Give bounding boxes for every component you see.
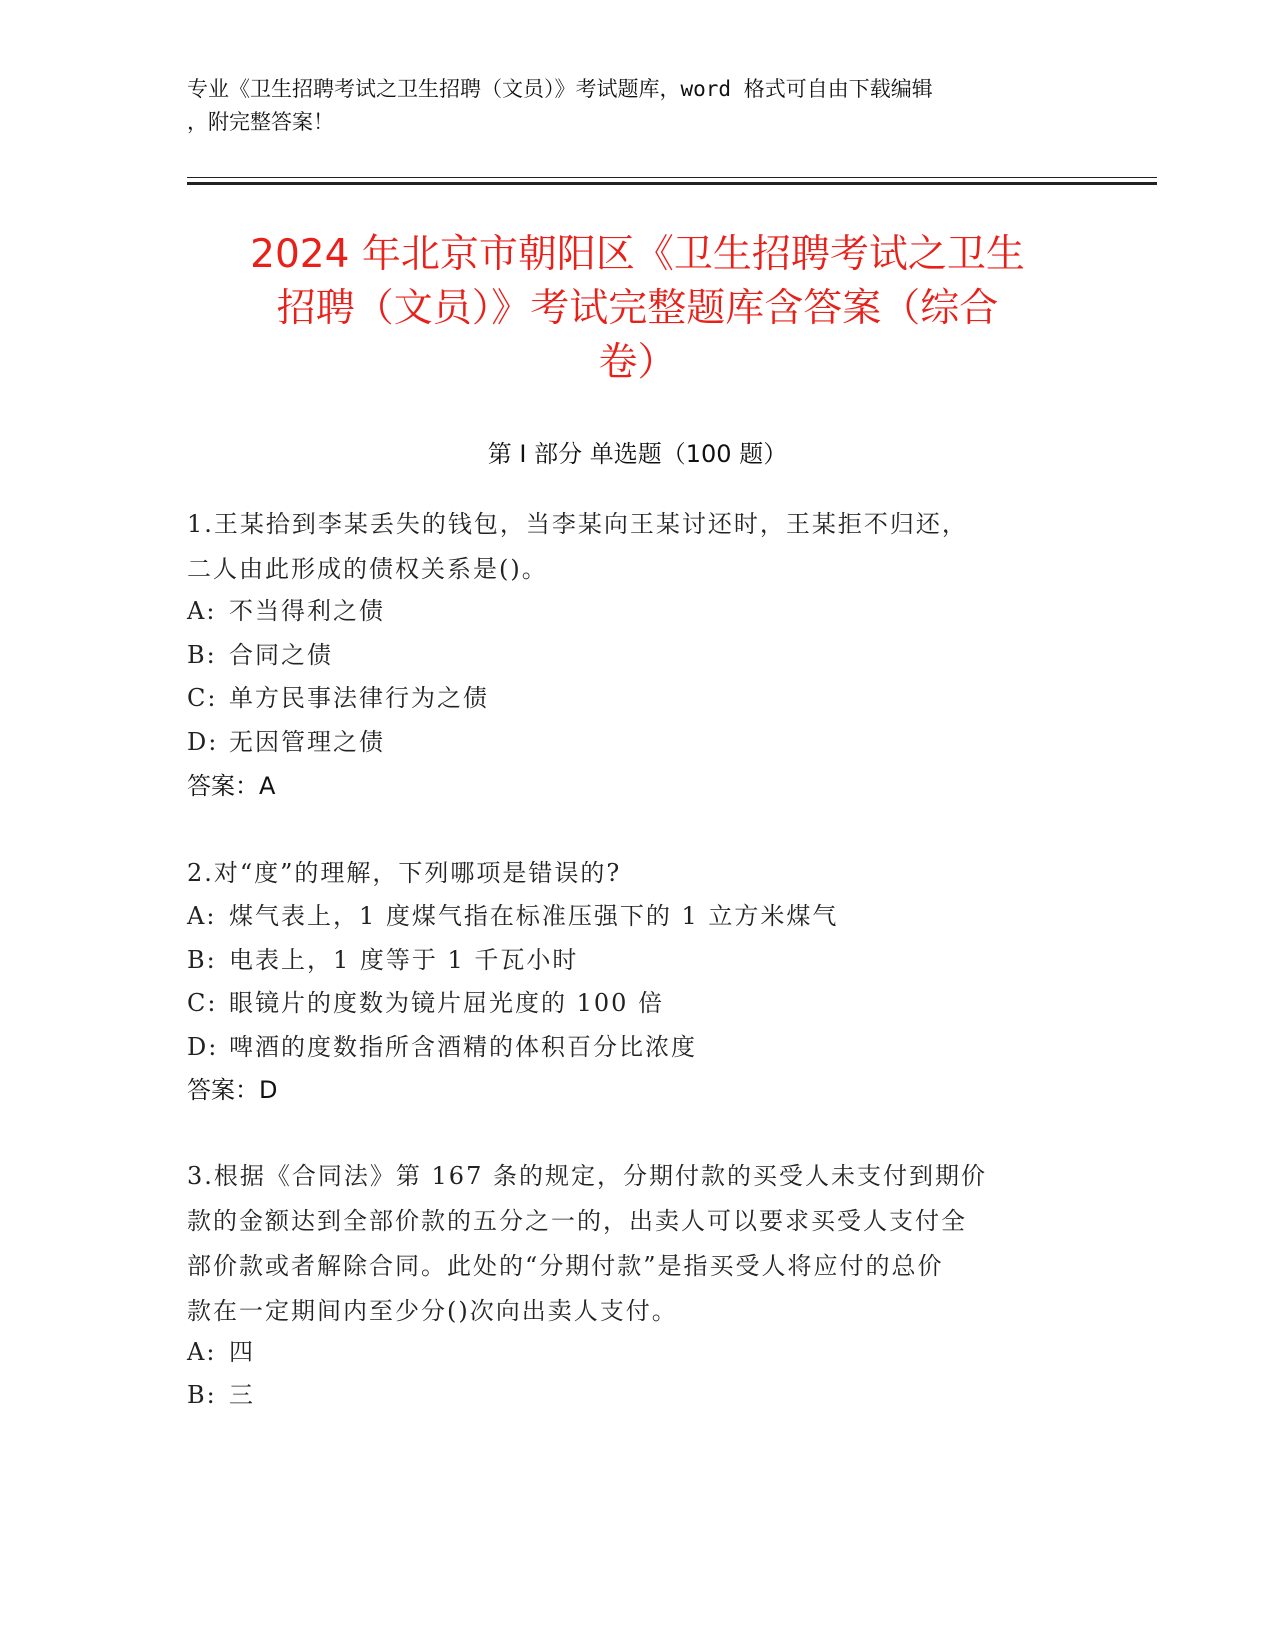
question-1-option-d: [187, 720, 1067, 765]
option-letter: A:: [187, 902, 217, 930]
question-1-option-b: [187, 633, 1067, 678]
question-1-stem-line-1: 1.王某拾到李某丢失的钱包，当李某向王某讨还时，王某拒不归还，: [187, 510, 968, 538]
question-2-answer: 答案：D: [187, 1076, 278, 1104]
question-2-option-b: [187, 938, 1067, 983]
option-text: 三: [229, 1381, 255, 1409]
option-letter: D:: [187, 728, 219, 756]
question-1-stem-line-2: 二人由此形成的债权关系是()。: [187, 555, 548, 583]
option-text: 眼镜片的度数为镜片屈光度的 100 倍: [229, 989, 665, 1017]
option-text: 无因管理之债: [229, 728, 385, 756]
question-1-option-c: [187, 676, 1067, 721]
header-note: [187, 73, 1087, 139]
option-text: 合同之债: [229, 641, 333, 669]
option-text: 四: [229, 1338, 255, 1366]
document-title-line-2: 招聘（文员）》考试完整题库含答案（综合: [276, 286, 999, 331]
question-2-stem-line-1: 2.对“度”的理解，下列哪项是错误的?: [187, 859, 622, 887]
question-3-stem-line-1: 3.根据《合同法》第 167 条的规定，分期付款的买受人未支付到期价: [187, 1162, 987, 1190]
document-title: [170, 228, 1105, 390]
question-1-answer: 答案：A: [187, 772, 276, 800]
question-3-option-a: [187, 1330, 1067, 1375]
question-2-option-c: [187, 981, 1067, 1026]
option-text: 不当得利之债: [229, 597, 385, 625]
option-letter: A:: [187, 1338, 217, 1366]
option-letter: A:: [187, 597, 217, 625]
option-text: 啤酒的度数指所含酒精的体积百分比浓度: [229, 1033, 697, 1061]
option-text: 煤气表上，1 度煤气指在标准压强下的 1 立方米煤气: [229, 902, 839, 930]
question-3-stem-line-2: 款的金额达到全部价款的五分之一的，出卖人可以要求买受人支付全: [187, 1207, 967, 1235]
option-letter: C:: [187, 684, 218, 712]
header-note-line-1: 专业《卫生招聘考试之卫生招聘（文员）》考试题库，word 格式可自由下载编辑: [187, 77, 933, 101]
question-3-stem-line-3: 部价款或者解除合同。此处的“分期付款”是指买受人将应付的总价: [187, 1252, 944, 1280]
header-note-line-2: ，附完整答案！: [187, 110, 334, 134]
header-divider-thin: [187, 177, 1157, 178]
section-title: 第 I 部分 单选题（100 题）: [487, 440, 788, 468]
question-2-option-d: [187, 1025, 1067, 1070]
option-text: 电表上，1 度等于 1 千瓦小时: [229, 946, 579, 974]
question-2-option-a: [187, 894, 1067, 939]
question-3-option-b: [187, 1373, 1067, 1418]
option-letter: C:: [187, 989, 218, 1017]
question-1-option-a: [187, 589, 1067, 634]
option-letter: D:: [187, 1033, 219, 1061]
option-text: 单方民事法律行为之债: [229, 684, 489, 712]
question-3-stem-line-4: 款在一定期间内至少分()次向出卖人支付。: [187, 1297, 678, 1325]
option-letter: B:: [187, 1381, 217, 1409]
header-divider-thick: [187, 182, 1157, 185]
option-letter: B:: [187, 641, 217, 669]
document-title-line-1: 2024 年北京市朝阳区《卫生招聘考试之卫生: [250, 232, 1025, 277]
option-letter: B:: [187, 946, 217, 974]
question-3-stem: [187, 1154, 1067, 1334]
question-1-stem: [187, 502, 1067, 592]
document-title-line-3: 卷）: [598, 340, 677, 385]
question-2-stem: [187, 851, 1067, 896]
